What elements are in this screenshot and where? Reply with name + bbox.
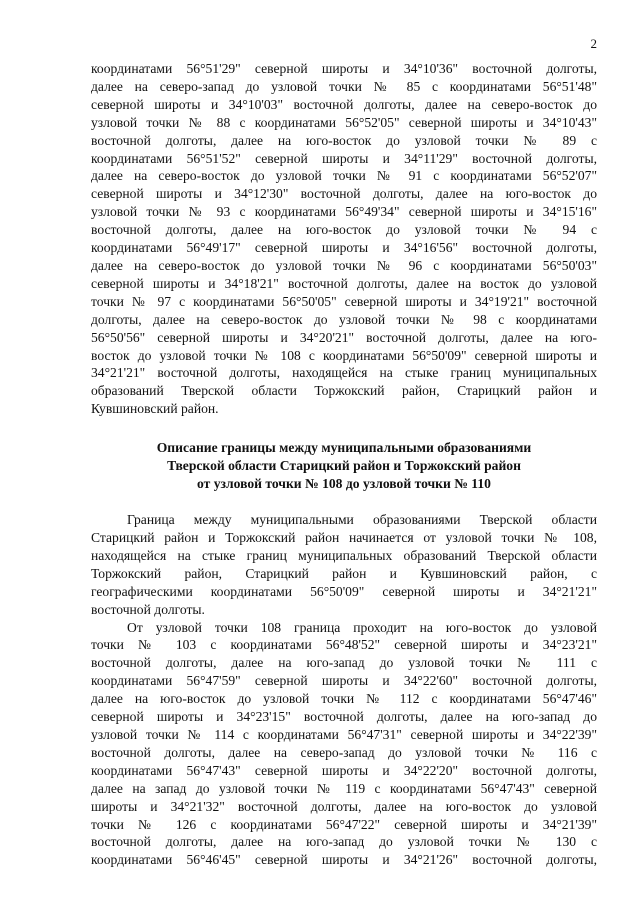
paragraph-route: [91, 619, 597, 870]
text-line: восточной долготы, далее на юго-восток до узловой точки № 94 с: [91, 222, 597, 238]
section-heading: [91, 439, 597, 493]
text-line: восточной долготы.: [91, 601, 205, 617]
paragraph-start-point: [91, 511, 597, 618]
text-line: образований Тверской области Торжокский район, Старицкий район и: [91, 383, 597, 399]
document-body: [91, 60, 597, 869]
text-line: [91, 511, 597, 529]
text-line: точки № 126 с координатами 56°47'22" северной широты и 34°21'39": [91, 816, 597, 832]
text-line: восточной долготы, далее на юго-восток до узловой точки № 89 с: [91, 132, 597, 148]
text-line: географическими координатами 56°50'09" северной широты и 34°21'21": [91, 583, 597, 599]
text-line: координатами 56°51'29" северной широты и 34°10'36" восточной долготы,: [91, 61, 597, 76]
text-line: координатами 56°47'59" северной широты и 34°22'60" восточной долготы,: [91, 673, 597, 689]
text-line: Кувшиновский район.: [91, 401, 219, 417]
text-line: Торжокский район, Старицкий район и Кувшиновский район, с: [91, 565, 597, 581]
heading-line: от узловой точки № 108 до узловой точки № 110: [197, 476, 491, 492]
text-line: 56°50'56" северной широты и 34°20'21" восточной долготы, далее на юго-: [91, 329, 597, 345]
text-line: северной широты и 34°23'15" восточной долготы, далее на юго-запад до: [91, 709, 597, 725]
text-line: узловой точки № 88 с координатами 56°52'05" северной широты и 34°10'43": [91, 114, 597, 130]
text-line: восточной долготы, далее на юго-запад до узловой точки № 130 с: [91, 834, 597, 850]
continuation-paragraph: [91, 60, 597, 418]
text-line: восток до узловой точки № 108 с координатами 56°50'09" северной широты и: [91, 347, 597, 363]
text-line: северной широты и 34°12'30" восточной долготы, далее на юго-восток до: [91, 186, 597, 202]
text-line: долготы, далее на северо-восток до узловой точки № 98 с координатами: [91, 311, 597, 327]
text-line: точки № 103 с координатами 56°48'52" северной широты и 34°23'21": [91, 637, 597, 653]
text-line: координатами 56°47'43" северной широты и 34°22'20" восточной долготы,: [91, 762, 597, 778]
text-line: находящейся на стыке границ муниципальных образований Тверской области: [91, 547, 597, 563]
heading-line: Тверской области Старицкий район и Торжокский район: [167, 458, 521, 474]
text-line: восточной долготы, далее на северо-запад до узловой точки № 116 с: [91, 744, 597, 760]
heading-line: Описание границы между муниципальными образованиями: [156, 440, 532, 456]
text-line: точки № 97 с координатами 56°50'05" северной широты и 34°19'21" восточной: [91, 293, 597, 309]
text-line: далее на запад до узловой точки № 119 с координатами 56°47'43" северной: [91, 780, 597, 796]
text-line: восточной долготы, далее на юго-запад до узловой точки № 111 с: [91, 655, 597, 671]
page-number: 2: [590, 36, 597, 51]
text-line: [91, 619, 597, 637]
text-line: далее на северо-восток до узловой точки № 96 с координатами 56°50'03": [91, 257, 597, 273]
text-line: широты и 34°21'32" восточной долготы, далее на юго-восток до узловой: [91, 798, 597, 814]
text-line: узловой точки № 93 с координатами 56°49'34" северной широты и 34°15'16": [91, 204, 597, 220]
text-line: северной широты и 34°18'21" восточной долготы, далее на восток до узловой: [91, 275, 597, 291]
text-line: 34°21'21" восточной долготы, находящейся на стыке границ муниципальных: [91, 365, 597, 381]
text-line: далее на северо-запад до узловой точки № 85 с координатами 56°51'48": [91, 78, 597, 94]
text-line: северной широты и 34°10'03" восточной долготы, далее на северо-восток до: [91, 96, 597, 112]
text-line: координатами 56°49'17" северной широты и 34°16'56" восточной долготы,: [91, 240, 597, 256]
text-fragment: От узловой точки 108 граница проходит на юго-восток до узловой: [127, 619, 597, 635]
text-line: узловой точки № 114 с координатами 56°47'31" северной широты и 34°22'39": [91, 727, 597, 742]
text-fragment: Граница между муниципальными образованиями Тверской области: [127, 512, 597, 528]
text-line: Старицкий район и Торжокский район начинается от узловой точки № 108,: [91, 530, 597, 546]
text-line: координатами 56°51'52" северной широты и 34°11'29" восточной долготы,: [91, 150, 597, 166]
text-line: далее на северо-восток до узловой точки № 91 с координатами 56°52'07": [91, 168, 597, 184]
text-line: координатами 56°46'45" северной широты и 34°21'26" восточной долготы,: [91, 852, 597, 868]
text-line: далее на юго-восток до узловой точки № 112 с координатами 56°47'46": [91, 691, 597, 707]
